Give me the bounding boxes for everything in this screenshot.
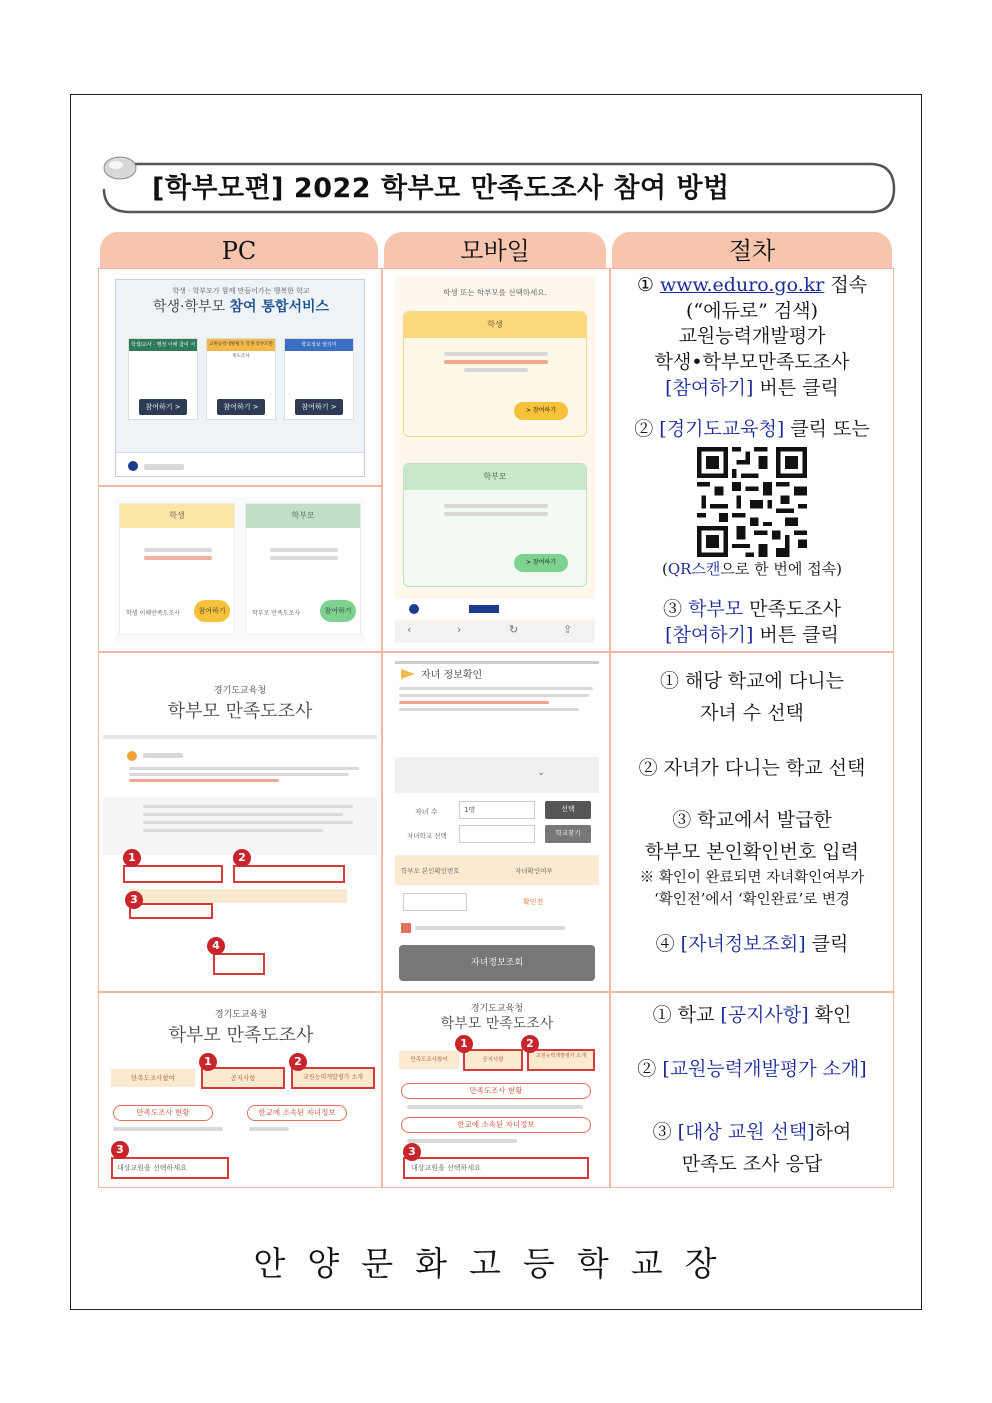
step1-line5 [611,376,893,402]
step1-suffix: 접속 [824,274,868,296]
r2-step1-line1: ① 해당 학교에 다니는 [660,670,844,692]
pc2-card-student-title: 학생 [120,504,234,528]
r2-note-line2: ‘확인전’에서 ‘확인완료’로 변경 [654,891,850,908]
marker-1: 1 [199,1053,217,1071]
mob4-org: 경기도교육청 [470,1004,524,1014]
lookup-button-highlight [213,953,265,975]
page-title: [학부모편] 2022 학부모 만족도조사 참여 방법 [152,173,730,204]
mob3-col2: 자녀확인여부 [515,867,553,875]
mob3-school-label: 자녀학교 선택 [407,832,447,840]
r3-step3 [611,1120,893,1146]
r2-step1-line2: 자녀 수 선택 [700,701,804,724]
verify-number-highlight [129,903,213,919]
pc1-caption: 학생 · 학부모가 함께 만들어가는 행복한 학교 [172,287,310,295]
mob4-child-pill: 한교에 소속된 자녀정보 [401,1117,591,1133]
r2-step2: ② 자녀가 다니는 학교 선택 [638,757,866,780]
marker-3: 3 [403,1143,421,1161]
r3-step3-blue: [대상 교원 선택] [677,1121,815,1144]
mob1-student-title: 학생 [404,312,586,338]
mob4-tab-notice[interactable]: 공지사항 [463,1049,523,1071]
info-icon [127,751,137,761]
step1-line5-rest: 버튼 클릭 [753,376,839,399]
pc1-card-1-button[interactable]: 참여하기 > [139,399,187,415]
pc3-title: 학부모 만족도조사 [167,701,313,722]
pc-screenshot-child-info [103,663,377,983]
pc4-tab-notice[interactable]: 공지사항 [201,1067,285,1089]
title-banner [100,156,896,214]
pc1-card-1 [128,338,198,420]
mob3-col1: 학부모 본인확인번호 [401,867,460,875]
r3-step2-blue: [교원능력개발평가 소개] [662,1057,867,1080]
procedure-row-1 [610,268,894,652]
mob3-select-button[interactable]: 선택 [545,801,591,819]
pc1-card-2-label: 교원능력개발평가 학생·학부모만족도조사 [207,339,275,351]
keris-logo-icon [469,605,499,613]
pc-screenshot-survey [103,999,379,1185]
r2-step3-line2: 학부모 본인확인번호 입력 [645,840,859,863]
step2-prefix: ② [634,418,660,441]
share-icon[interactable]: ⇪ [563,623,573,636]
mob3-table-header [395,855,599,885]
pc-shot-2-cell [98,486,382,652]
mob3-check-status: 확인전 [523,898,544,906]
pc2-card-parent-title: 학부모 [246,504,360,528]
r2-note-line1: ※ 확인이 완료되면 자녀확인여부가 [639,870,865,887]
mob3-child-count-select[interactable]: 1명 [459,801,535,819]
marker-1: 1 [123,849,141,867]
mob4-tab-intro[interactable]: 교원능력개발평가 소개 [527,1049,595,1071]
r3-step1 [611,1003,893,1029]
pc2-card-parent [245,503,361,635]
pc4-title: 학부모 만족도조사 [168,1025,314,1046]
mob3-verify-input[interactable] [403,893,467,911]
back-icon[interactable]: ‹ [407,623,412,636]
step3-join-text: [참여하기] [665,623,754,646]
r2-step4-prefix: ④ [655,933,681,956]
header-pc: PC [100,232,378,268]
mob1-student-card [403,311,587,437]
marker-3: 3 [125,891,143,909]
pc1-card-1-label: 학생/교사 · 행정 이해 참여 서비스 [129,339,197,351]
r2-step4 [611,932,893,958]
pc1-title-b: 참여 통합서비스 [229,299,330,315]
mob3-school-input[interactable] [459,825,535,843]
chevron-down-icon[interactable]: ⌄ [537,767,546,778]
qr-code-icon[interactable] [697,447,807,557]
pc1-card-3-button[interactable]: 참여하기 > [295,399,343,415]
checkbox-icon[interactable] [401,923,411,933]
mob1-prompt: 학생 또는 학부모를 선택하세요. [443,288,547,297]
mobile-shot-1-cell [382,268,610,652]
browser-toolbar [395,621,595,643]
pc1-card-3-label: 학교정보 알리미 [285,339,353,351]
pc1-card-2 [206,338,276,420]
marker-2: 2 [521,1035,539,1053]
header-mobile: 모바일 [384,232,606,268]
play-icon [401,669,415,679]
pc2-parent-label: 학부모 만족도조사 [252,610,301,617]
pc-shot-3-cell [98,652,382,992]
school-principal-signature: 안양문화고등학교장 [253,1244,739,1283]
r2-step4-blue: [자녀정보조회] [680,933,806,956]
pc2-student-button[interactable]: 참여하기 [194,600,230,622]
mob1-footer [395,599,595,619]
step1-prefix: ① [636,274,660,296]
step3-parent-text: 학부모 [688,598,744,621]
qr-note-rest: 으로 한 번에 접속) [720,559,843,578]
pc1-title [116,296,365,316]
mob3-section-bar [395,757,599,793]
pc4-status-pill: 만족도조사 현황 [113,1105,213,1121]
gov-logo-icon [128,461,138,471]
mob1-parent-button[interactable]: > 참여하기 [514,554,568,572]
step2-line [611,417,893,443]
pc1-card-3 [284,338,354,420]
mobile-screenshot-child-info [395,661,599,985]
marker-2: 2 [233,849,251,867]
r3-step1-prefix: ① 학교 [652,1004,721,1026]
mobile-shot-4-cell [382,992,610,1188]
school-select-highlight [233,865,345,883]
marker-4: 4 [207,937,225,955]
mob1-parent-title: 학부모 [404,464,586,490]
step1-join-button-text: [참여하기] [665,376,754,399]
mobile-screenshot-choose [395,277,595,643]
marker-2: 2 [289,1053,307,1071]
mob3-school-search-button[interactable]: 학교찾기 [545,825,591,843]
mob3-child-count-label: 자녀 수 [415,808,438,816]
r3-step1-rest: 확인 [808,1004,852,1026]
qr-note [611,559,893,579]
r3-step1-blue: [공지사항] [720,1004,809,1026]
pc1-footer [116,452,365,477]
mob1-parent-card [403,463,587,587]
procedure-row-3 [610,992,894,1188]
procedure-row-2 [610,652,894,992]
pc1-title-a: 학생·학부모 [152,299,230,315]
step1-line1 [611,273,893,299]
r3-step2 [611,1057,893,1083]
marker-1: 1 [455,1035,473,1053]
step3-line2-rest: 버튼 클릭 [753,623,839,646]
pc-shot-1-cell [98,268,382,486]
mob4-title: 학부모 만족도조사 [440,1016,554,1032]
gov-logo-icon [409,604,419,614]
forward-icon[interactable]: › [457,623,462,636]
step1-line2: (“에듀로” 검색) [685,299,819,322]
r3-step2-prefix: ② [637,1057,663,1080]
pc-shot-4-cell [98,992,382,1188]
step3-prefix: ③ [663,598,689,621]
step1-line3: 교원능력개발평가 [678,325,826,348]
pc3-org: 경기도교육청 [213,686,267,696]
r2-step4-rest: 클릭 [805,933,849,956]
pc1-card-2-button[interactable]: 참여하기 > [217,399,265,415]
header-procedure: 절차 [612,232,892,268]
pc-screenshot-portal [115,279,365,477]
marker-3: 3 [111,1141,129,1159]
step3-rest: 만족도조사 [743,598,841,621]
pc4-teacher-select[interactable]: 대상교원을 선택하세요 [111,1157,229,1179]
pc4-tab-participate[interactable]: 만족도조사참여 [111,1069,195,1087]
child-count-select-highlight [123,865,223,883]
procedure-table [98,232,894,1188]
r3-step3-prefix: ③ [652,1121,678,1144]
reload-icon[interactable]: ↻ [509,623,519,636]
step3-line2 [611,623,893,649]
qr-note-open: ( [661,559,668,578]
mob3-lookup-button[interactable]: 자녀정보조회 [399,945,595,981]
qr-note-blue: QR스캔 [667,559,721,578]
mob4-tab-participate[interactable]: 만족도조사참여 [399,1051,459,1069]
step1-line4: 학생•학부모만족도조사 [654,350,850,373]
step3-line1 [611,597,893,623]
mob3-header: 자녀 정보확인 [421,670,483,681]
r3-step3-rest: 하여 [814,1121,852,1144]
step2-gyeonggi-text: [경기도교육청] [659,418,785,441]
pc4-org: 경기도교육청 [214,1010,268,1020]
eduro-link[interactable]: www.eduro.go.kr [659,274,825,296]
mob4-teacher-select[interactable]: 대상교원을 선택하세요 [403,1157,589,1179]
pc-screenshot-choose [115,497,365,643]
pc2-student-label: 학생 이해만족도조사 [126,610,181,617]
step2-rest: 클릭 또는 [784,418,870,441]
pc4-child-pill: 한교에 소속된 자녀정보 [247,1105,347,1121]
mobile-shot-3-cell [382,652,610,992]
r2-step3-line1: ③ 학교에서 발급한 [672,808,832,831]
mob1-student-button[interactable]: > 참여하기 [514,402,568,420]
pc4-tab-intro[interactable]: 교원능력개발평가 소개 [291,1067,375,1089]
mob4-status-pill: 만족도조사 현황 [401,1083,591,1099]
pc2-parent-button[interactable]: 참여하기 [320,600,356,622]
mobile-screenshot-survey [391,997,603,1185]
pc2-card-student [119,503,235,635]
r3-step3-line2: 만족도 조사 응답 [681,1152,823,1175]
